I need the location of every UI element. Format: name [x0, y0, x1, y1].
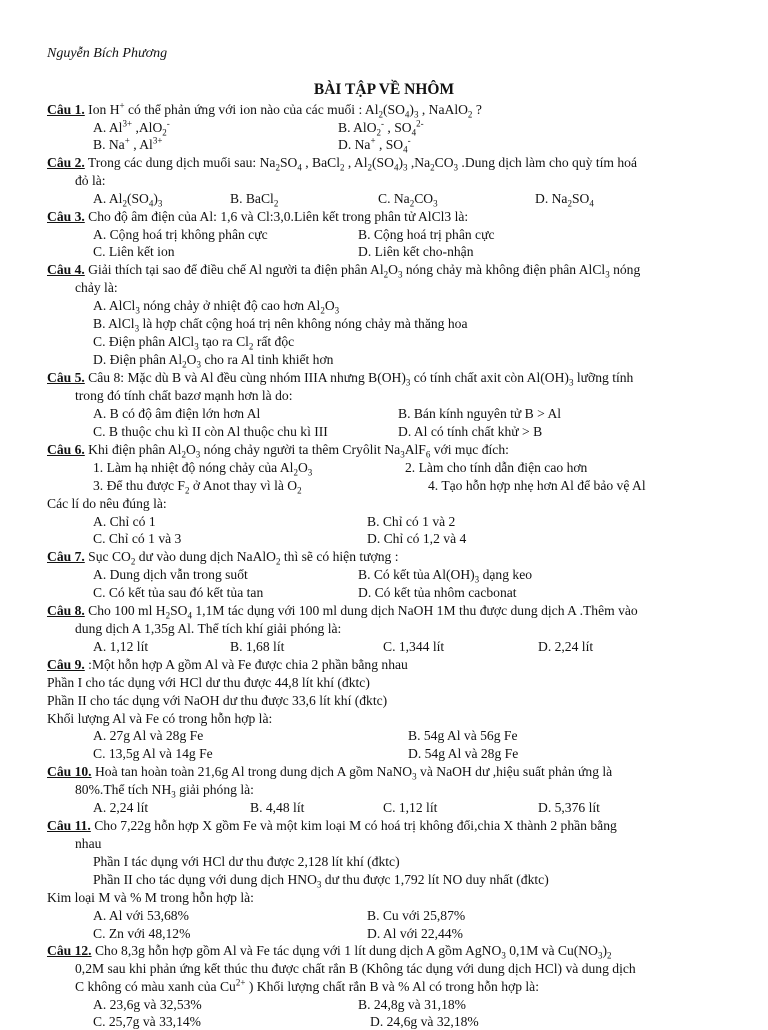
- line-text: A. Cộng hoá trị không phân cực: [93, 227, 268, 242]
- line-text: B. Na+ , $Al^{3+}$: [93, 135, 163, 152]
- text-line: [535, 191, 594, 207]
- line-text: D. 24,6g và 32,18%: [370, 1014, 479, 1029]
- line-text: A. 1,12 lít: [93, 639, 149, 654]
- line-text: B. BaCl$_2$: [230, 191, 279, 209]
- text-line: [538, 800, 600, 816]
- text-line: [93, 514, 156, 530]
- line-text: 0,2M sau khi phản ứng kết thúc thu được chất rắn B (Không tác dụng với dung dịch HCl) và dung dịch: [75, 961, 636, 976]
- line-text: C không có màu xanh của $Cu^{2+}$ ) Khối lượng chất rắn B và % Al có trong hỗn hợp là:: [75, 977, 539, 994]
- question-line: [47, 370, 633, 386]
- question-line: [47, 657, 408, 673]
- question-number: Câu 3.: [47, 209, 85, 224]
- text-line: [93, 298, 339, 314]
- line-text: D. $Na_2SO_4$: [535, 191, 594, 209]
- text-line: [93, 531, 181, 547]
- question-number: Câu 1.: [47, 102, 85, 117]
- line-text: 1. Làm hạ nhiệt độ nóng chảy của $Al_2O_3$: [93, 460, 313, 478]
- line-text: nhau: [75, 836, 102, 851]
- line-text: 3. Để thu được $F_2$ ở Anot thay vì là $O_2$: [93, 478, 302, 496]
- line-text: A. $Al^{3+}$ ,AlO$_2$-: [93, 118, 170, 138]
- text-line: [47, 693, 387, 709]
- line-text: :Một hỗn hợp A gồm Al và Fe được chia 2 phần bằng nhau: [84, 657, 408, 672]
- line-text: D. Liên kết cho-nhận: [358, 244, 474, 259]
- line-text: C. Điện phân AlCl$_3$ tạo ra $Cl_2$ rất độc: [93, 334, 295, 352]
- line-text: C. $Na_2CO_3$: [378, 191, 438, 209]
- line-text: C. Chỉ có 1 và 3: [93, 531, 182, 546]
- text-line: [47, 496, 167, 512]
- text-line: [383, 800, 437, 816]
- line-text: D. Al có tính chất khử > B: [398, 424, 543, 439]
- question-line: [47, 155, 637, 171]
- text-line: [428, 478, 646, 494]
- question-number: Câu 7.: [47, 549, 85, 564]
- line-text: D. 2,24 lít: [538, 639, 594, 654]
- line-text: B. AlCl$_3$ là hợp chất cộng hoá trị nên không nóng chảy mà thăng hoa: [93, 316, 468, 334]
- text-line: [75, 782, 254, 798]
- line-text: A. AlCl$_3$ nóng chảy ở nhiệt độ cao hơn $Al_2O_3$: [93, 298, 340, 316]
- line-text: A. Al với 53,68%: [93, 908, 189, 923]
- text-line: [93, 800, 148, 816]
- text-line: [75, 979, 539, 995]
- text-line: [93, 120, 170, 136]
- text-line: [367, 908, 465, 924]
- text-line: [408, 728, 518, 744]
- line-text: B. Cộng hoá trị phân cực: [358, 227, 495, 242]
- question-line: [47, 102, 482, 118]
- line-text: D. 54g Al và 28g Fe: [408, 746, 519, 761]
- text-line: [75, 836, 101, 852]
- text-line: [398, 424, 542, 440]
- text-line: [370, 1014, 479, 1030]
- question-number: Câu 2.: [47, 155, 85, 170]
- line-text: Hoà tan hoàn toàn 21,6g Al trong dung dịch A gồm NaNO$_3$ và NaOH dư ,hiệu suất phản ứng là: [91, 764, 613, 782]
- line-text: Phần I cho tác dụng với HCl dư thu được 44,8 lít khí (đktc): [47, 675, 370, 690]
- line-text: Trong các dung dịch muối sau: $Na_2SO_4$ , BaCl$_2$ , $Al_2(SO_4)_3$ $,Na_2CO_3$ .Dung dịch làm cho quỳ tím hoá: [84, 155, 637, 173]
- text-line: [367, 514, 455, 530]
- text-line: [93, 639, 148, 655]
- text-line: [93, 478, 302, 494]
- text-line: [338, 137, 411, 153]
- line-text: Khối lượng Al và Fe có trong hỗn hợp là:: [47, 711, 273, 726]
- line-text: Cho 100 ml $H_2SO_4$ 1,1M tác dụng với 100 ml dung dịch NaOH 1M thu được dung dịch A .Thêm vào: [84, 603, 638, 621]
- line-text: D. Na+ , $SO_4^-$: [338, 135, 411, 155]
- text-line: [93, 746, 213, 762]
- line-text: C. B thuộc chu kì II còn Al thuộc chu kì III: [93, 424, 328, 439]
- line-text: đỏ là:: [75, 173, 106, 188]
- line-text: B. 4,48 lít: [250, 800, 305, 815]
- text-line: [93, 352, 333, 368]
- text-line: [358, 997, 466, 1013]
- line-text: A. Chỉ có 1: [93, 514, 156, 529]
- text-line: [75, 961, 636, 977]
- text-line: [367, 926, 463, 942]
- text-line: [398, 406, 561, 422]
- question-line: [47, 262, 640, 278]
- line-text: Sục $CO_2$ dư vào dung dịch NaAlO$_2$ thì sẽ có hiện tượng :: [84, 549, 399, 567]
- line-text: B. 24,8g và 31,18%: [358, 997, 466, 1012]
- text-line: [47, 675, 370, 691]
- line-text: B. Có kết tủa $Al(OH)_3$ dạng keo: [358, 567, 533, 585]
- text-line: [230, 191, 278, 207]
- line-text: 2. Làm cho tính dẫn điện cao hơn: [405, 460, 588, 475]
- question-line: [47, 442, 509, 458]
- line-text: Ion H+ có thể phản ứng với ion nào của các muối : $Al_2(SO_4)_3$ , NaAlO$_2$ ?: [84, 100, 482, 120]
- line-text: D. Chỉ có 1,2 và 4: [367, 531, 467, 546]
- text-line: [93, 585, 263, 601]
- line-text: A. 2,24 lít: [93, 800, 149, 815]
- line-text: A. 23,6g và 32,53%: [93, 997, 202, 1012]
- line-text: Cho 7,22g hỗn hợp X gồm Fe và một kim loại M có hoá trị không đổi,chia X thành 2 phần bằng: [90, 818, 617, 833]
- line-text: Giải thích tại sao để điều chế Al người ta điện phân $Al_2O_3$ nóng chảy mà không điện phân AlCl$_3$ nóng: [84, 262, 641, 280]
- text-line: [93, 567, 248, 583]
- line-text: Các lí do nêu đúng là:: [47, 496, 167, 511]
- line-text: B. 54g Al và 56g Fe: [408, 728, 518, 743]
- text-line: [358, 244, 474, 260]
- question-line: [47, 549, 399, 565]
- line-text: Phần II cho tác dụng với dung dịch $HNO_3$ dư thu được 1,792 lít NO duy nhất (đktc): [93, 872, 549, 890]
- text-line: [367, 531, 466, 547]
- question-line: [47, 603, 638, 619]
- text-line: [93, 191, 162, 207]
- question-line: [47, 818, 617, 834]
- line-text: D. 5,376 lít: [538, 800, 600, 815]
- text-line: [93, 908, 189, 924]
- question-number: Câu 12.: [47, 943, 92, 958]
- text-line: [75, 280, 118, 296]
- line-text: C. 1,12 lít: [383, 800, 438, 815]
- text-line: [538, 639, 593, 655]
- text-line: [93, 460, 312, 476]
- text-line: [47, 890, 254, 906]
- line-text: trong đó tính chất bazơ mạnh hơn là do:: [75, 388, 293, 403]
- question-line: [47, 764, 612, 780]
- text-line: [93, 137, 162, 153]
- line-text: C. Liên kết ion: [93, 244, 175, 259]
- line-text: Cho 8,3g hỗn hợp gồm Al và Fe tác dụng với 1 lít dung dịch A gồm AgNO$_3$ 0,1M và $Cu(NO_3)_2$: [91, 943, 612, 961]
- text-line: [93, 997, 202, 1013]
- text-line: [93, 872, 549, 888]
- question-number: Câu 5.: [47, 370, 85, 385]
- text-line: [75, 621, 341, 637]
- text-line: [93, 227, 268, 243]
- question-number: Câu 11.: [47, 818, 91, 833]
- text-line: [383, 639, 444, 655]
- text-line: [93, 854, 400, 870]
- line-text: Phần II cho tác dụng với NaOH dư thu được 33,6 lít khí (đktc): [47, 693, 388, 708]
- line-text: D. Al với 22,44%: [367, 926, 463, 941]
- text-line: [358, 585, 517, 601]
- question-line: [47, 943, 611, 959]
- text-line: [250, 800, 304, 816]
- question-number: Câu 10.: [47, 764, 92, 779]
- question-number: Câu 4.: [47, 262, 85, 277]
- line-text: B. Cu với 25,87%: [367, 908, 466, 923]
- text-line: [358, 227, 494, 243]
- line-text: Cho độ âm điện của Al: 1,6 và Cl:3,0.Liên kết trong phân tử AlCl3 là:: [84, 209, 469, 224]
- text-line: [93, 406, 260, 422]
- line-text: C. Có kết tủa sau đó kết tủa tan: [93, 585, 264, 600]
- line-text: D. Điện phân $Al_2O_3$ cho ra Al tinh khiết hơn: [93, 352, 334, 370]
- line-text: dung dịch A 1,35g Al. Thể tích khí giải phóng là:: [75, 621, 342, 636]
- text-line: [93, 316, 468, 332]
- text-line: [47, 711, 272, 727]
- line-text: B. AlO$_2$- , $SO_4^{2-}$: [338, 118, 424, 138]
- line-text: Khi điện phân $Al_2O_3$ nóng chảy người ta thêm Cryôlit $Na_3AlF_6$ với mục đích:: [84, 442, 509, 460]
- text-line: [405, 460, 587, 476]
- line-text: B. Chỉ có 1 và 2: [367, 514, 456, 529]
- text-line: [358, 567, 532, 583]
- line-text: B. 1,68 lít: [230, 639, 285, 654]
- line-text: A. Dung dịch vẫn trong suốt: [93, 567, 248, 582]
- line-text: 80%.Thể tích $NH_3$ giải phóng là:: [75, 782, 254, 800]
- line-text: C. 1,344 lít: [383, 639, 445, 654]
- text-line: [75, 173, 106, 189]
- text-line: [93, 926, 190, 942]
- line-text: A. B có độ âm điện lớn hơn Al: [93, 406, 261, 421]
- line-text: 4. Tạo hỗn hợp nhẹ hơn Al để bảo vệ Al: [428, 478, 646, 493]
- line-text: A. $Al_2(SO_4)_3$: [93, 191, 163, 209]
- line-text: D. Có kết tủa nhôm cacbonat: [358, 585, 517, 600]
- line-text: C. Zn với 48,12%: [93, 926, 191, 941]
- question-line: [47, 209, 468, 225]
- text-line: [230, 639, 284, 655]
- text-line: [93, 244, 175, 260]
- author-name: Nguyễn Bích Phương: [47, 46, 168, 61]
- line-text: C. 25,7g và 33,14%: [93, 1014, 201, 1029]
- text-line: [338, 120, 424, 136]
- line-text: Kim loại M và % M trong hỗn hợp là:: [47, 890, 254, 905]
- text-line: [93, 334, 294, 350]
- page-title: BÀI TẬP VỀ NHÔM: [313, 81, 455, 98]
- text-line: [75, 388, 292, 404]
- text-line: [93, 728, 203, 744]
- line-text: Phần I tác dụng với HCl dư thu được 2,128 lít khí (đktc): [93, 854, 400, 869]
- text-line: [93, 1014, 201, 1030]
- line-text: C. 13,5g Al và 14g Fe: [93, 746, 213, 761]
- text-line: [378, 191, 438, 207]
- question-number: Câu 6.: [47, 442, 85, 457]
- line-text: A. 27g Al và 28g Fe: [93, 728, 204, 743]
- line-text: B. Bán kính nguyên tử B > Al: [398, 406, 562, 421]
- question-number: Câu 9.: [47, 657, 85, 672]
- text-line: [93, 424, 328, 440]
- line-text: chảy là:: [75, 280, 118, 295]
- text-line: [408, 746, 518, 762]
- line-text: Câu 8: Mặc dù B và Al đều cùng nhóm IIIA nhưng $B(OH)_3$ có tính chất axit còn $Al(OH)_3$ lưỡng tính: [84, 370, 634, 388]
- question-number: Câu 8.: [47, 603, 85, 618]
